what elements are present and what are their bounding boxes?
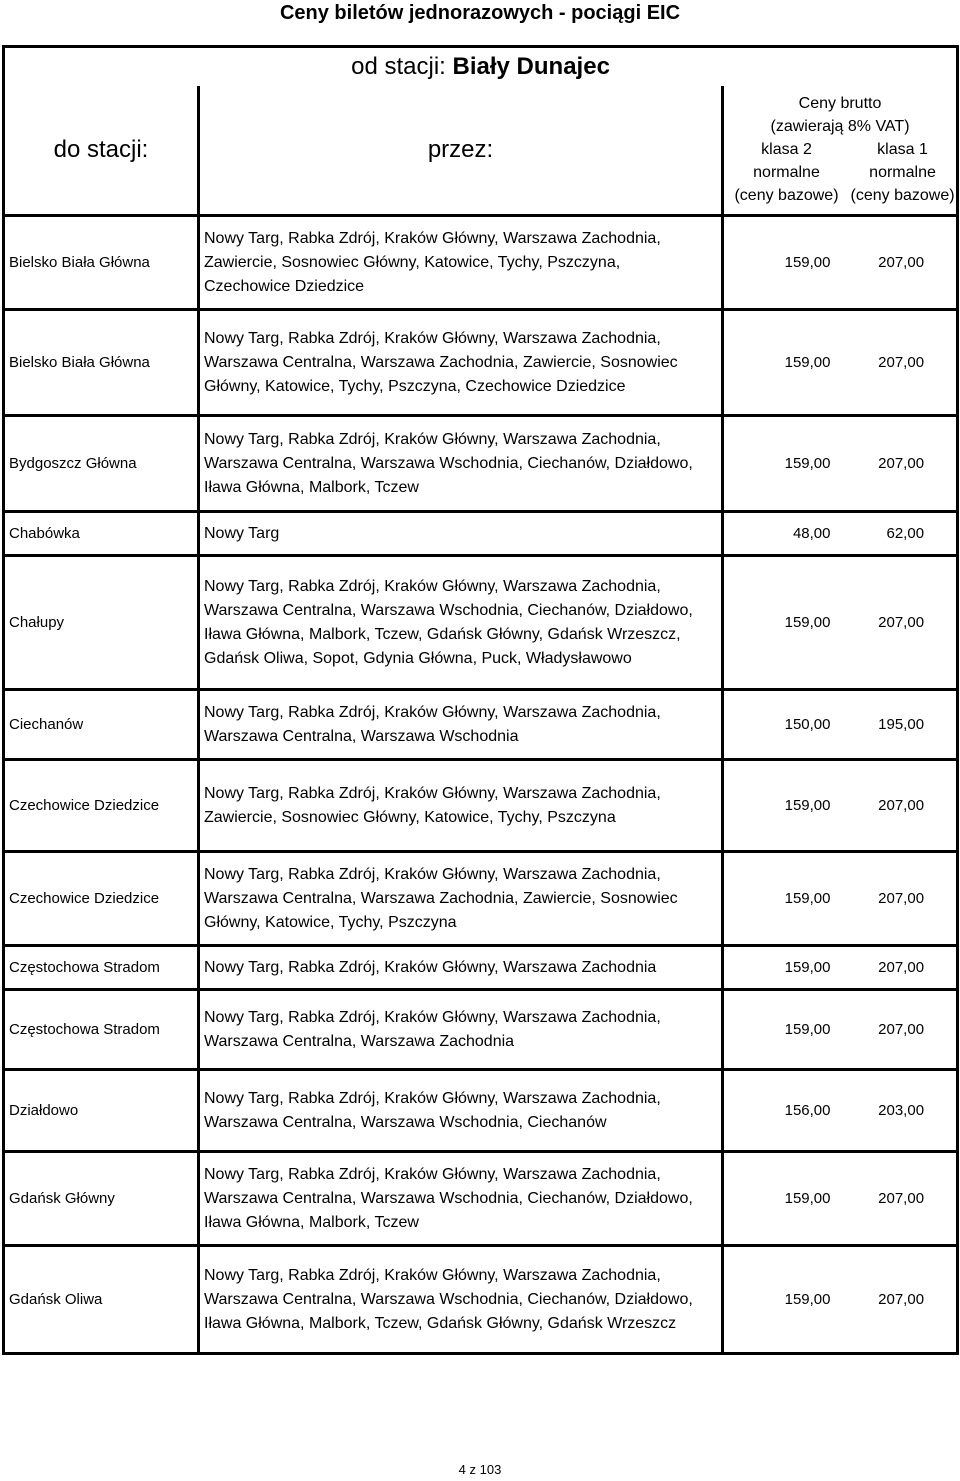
via-line: Czechowice Dziedzice	[204, 277, 365, 295]
destination-station: Bydgoszcz Główna	[4, 416, 199, 512]
via-stations	[199, 690, 723, 760]
to-station-header: do stacji:	[4, 86, 199, 216]
via-line: Nowy Targ, Rabka Zdrój, Kraków Główny, Warszawa Zachodnia,	[204, 1008, 661, 1026]
destination-station: Chałupy	[4, 556, 199, 690]
via-line: Zawiercie, Sosnowiec Główny, Katowice, Tychy, Pszczyna,	[204, 253, 621, 271]
page-title: Ceny biletów jednorazowych - pociągi EIC	[279, 2, 681, 24]
table-row	[4, 852, 958, 946]
price-class1: 195,00	[843, 690, 958, 760]
table-row	[4, 990, 958, 1070]
price-class2: 159,00	[723, 1246, 843, 1354]
via-line: Zawiercie, Sosnowiec Główny, Katowice, Tychy, Pszczyna	[204, 808, 616, 826]
page-indicator: 4 z 103	[458, 1462, 502, 1477]
via-line: Nowy Targ, Rabka Zdrój, Kraków Główny, Warszawa Zachodnia,	[204, 577, 661, 595]
price-class1: 207,00	[843, 946, 958, 990]
destination-station: Działdowo	[4, 1070, 199, 1152]
class1-fare-note: (ceny bazowe)	[850, 187, 955, 205]
via-line: Warszawa Centralna, Warszawa Wschodnia, Ciechanów, Działdowo,	[204, 1189, 693, 1207]
via-stations	[199, 216, 723, 310]
price-class1: 207,00	[843, 1246, 958, 1354]
via-line: Warszawa Centralna, Warszawa Zachodnia	[204, 1032, 515, 1050]
table-row	[4, 946, 958, 990]
class1-label: klasa 1	[877, 141, 928, 159]
via-header: przez:	[199, 86, 723, 216]
table-row	[4, 690, 958, 760]
via-line: Iława Główna, Malbork, Tczew	[204, 478, 419, 496]
price-class1: 62,00	[843, 512, 958, 556]
class2-fare-note: (ceny bazowe)	[734, 187, 839, 205]
table-row	[4, 512, 958, 556]
destination-station: Czechowice Dziedzice	[4, 852, 199, 946]
via-stations	[199, 1152, 723, 1246]
table-row	[4, 760, 958, 852]
via-line: Główny, Katowice, Tychy, Pszczyna, Czechowice Dziedzice	[204, 377, 626, 395]
via-line: Warszawa Centralna, Warszawa Wschodnia	[204, 727, 519, 745]
destination-station: Czechowice Dziedzice	[4, 760, 199, 852]
via-line: Nowy Targ, Rabka Zdrój, Kraków Główny, Warszawa Zachodnia,	[204, 1165, 661, 1183]
prices-header	[723, 86, 958, 216]
via-line: Nowy Targ, Rabka Zdrój, Kraków Główny, Warszawa Zachodnia	[204, 958, 657, 976]
via-line: Nowy Targ, Rabka Zdrój, Kraków Główny, Warszawa Zachodnia,	[204, 329, 661, 347]
from-station-row	[4, 47, 958, 86]
via-line: Nowy Targ	[204, 524, 280, 542]
price-class1: 207,00	[843, 760, 958, 852]
price-class1: 207,00	[843, 1152, 958, 1246]
price-class1: 207,00	[843, 990, 958, 1070]
price-class1: 207,00	[843, 852, 958, 946]
destination-station: Gdańsk Główny	[4, 1152, 199, 1246]
price-class1: 207,00	[843, 310, 958, 416]
price-class1: 207,00	[843, 416, 958, 512]
via-line: Nowy Targ, Rabka Zdrój, Kraków Główny, Warszawa Zachodnia,	[204, 1266, 661, 1284]
via-line: Nowy Targ, Rabka Zdrój, Kraków Główny, Warszawa Zachodnia,	[204, 784, 661, 802]
via-line: Nowy Targ, Rabka Zdrój, Kraków Główny, Warszawa Zachodnia,	[204, 1089, 661, 1107]
via-line: Nowy Targ, Rabka Zdrój, Kraków Główny, Warszawa Zachodnia,	[204, 865, 661, 883]
via-line: Warszawa Centralna, Warszawa Zachodnia, Zawiercie, Sosnowiec	[204, 353, 678, 371]
from-station-name: Biały Dunajec	[452, 52, 610, 80]
via-line: Iława Główna, Malbork, Tczew, Gdańsk Główny, Gdańsk Wrzeszcz,	[204, 625, 681, 643]
price-class2: 150,00	[723, 690, 843, 760]
column-header-row	[4, 86, 958, 216]
via-stations	[199, 946, 723, 990]
via-stations	[199, 760, 723, 852]
table-row	[4, 1152, 958, 1246]
price-class2: 48,00	[723, 512, 843, 556]
via-line: Iława Główna, Malbork, Tczew, Gdańsk Główny, Gdańsk Wrzeszcz	[204, 1314, 677, 1332]
table-row	[4, 1070, 958, 1152]
price-class2: 159,00	[723, 556, 843, 690]
price-class2: 159,00	[723, 852, 843, 946]
via-line: Nowy Targ, Rabka Zdrój, Kraków Główny, Warszawa Zachodnia,	[204, 229, 661, 247]
via-line: Warszawa Centralna, Warszawa Wschodnia, Ciechanów, Działdowo,	[204, 1290, 693, 1308]
from-label: od stacji:	[351, 52, 453, 80]
from-station-header	[4, 47, 958, 86]
price-class1: 207,00	[843, 556, 958, 690]
table-row	[4, 416, 958, 512]
table-row	[4, 556, 958, 690]
price-class2: 159,00	[723, 216, 843, 310]
via-line: Warszawa Centralna, Warszawa Wschodnia, Ciechanów, Działdowo,	[204, 454, 693, 472]
class1-fare-type: normalne	[869, 164, 936, 182]
via-stations	[199, 512, 723, 556]
via-stations	[199, 416, 723, 512]
table-row	[4, 310, 958, 416]
via-line: Warszawa Centralna, Warszawa Wschodnia, Ciechanów, Działdowo,	[204, 601, 693, 619]
table-row	[4, 216, 958, 310]
via-stations	[199, 1070, 723, 1152]
via-line: Warszawa Centralna, Warszawa Zachodnia, Zawiercie, Sosnowiec	[204, 889, 678, 907]
price-class2: 159,00	[723, 310, 843, 416]
class2-fare-type: normalne	[753, 164, 820, 182]
destination-station: Ciechanów	[4, 690, 199, 760]
via-line: Nowy Targ, Rabka Zdrój, Kraków Główny, Warszawa Zachodnia,	[204, 703, 661, 721]
via-line: Warszawa Centralna, Warszawa Wschodnia, Ciechanów	[204, 1113, 607, 1131]
via-line: Iława Główna, Malbork, Tczew	[204, 1213, 419, 1231]
table-row	[4, 1246, 958, 1354]
price-class2: 159,00	[723, 946, 843, 990]
price-class2: 156,00	[723, 1070, 843, 1152]
via-stations	[199, 990, 723, 1070]
prices-title: Ceny brutto	[798, 95, 882, 113]
price-class1: 203,00	[843, 1070, 958, 1152]
price-class2: 159,00	[723, 990, 843, 1070]
destination-station: Bielsko Biała Główna	[4, 310, 199, 416]
destination-station: Częstochowa Stradom	[4, 946, 199, 990]
via-line: Główny, Katowice, Tychy, Pszczyna	[204, 913, 457, 931]
destination-station: Chabówka	[4, 512, 199, 556]
via-stations	[199, 556, 723, 690]
class2-label: klasa 2	[761, 141, 812, 159]
price-class2: 159,00	[723, 416, 843, 512]
via-line: Gdańsk Oliwa, Sopot, Gdynia Główna, Puck, Władysławowo	[204, 649, 632, 667]
via-line: Nowy Targ, Rabka Zdrój, Kraków Główny, Warszawa Zachodnia,	[204, 430, 661, 448]
destination-station: Gdańsk Oliwa	[4, 1246, 199, 1354]
price-class2: 159,00	[723, 760, 843, 852]
destination-station: Bielsko Biała Główna	[4, 216, 199, 310]
price-class2: 159,00	[723, 1152, 843, 1246]
via-stations	[199, 310, 723, 416]
price-table	[2, 45, 959, 1355]
via-stations	[199, 852, 723, 946]
price-class1: 207,00	[843, 216, 958, 310]
destination-station: Częstochowa Stradom	[4, 990, 199, 1070]
vat-note: (zawierają 8% VAT)	[770, 118, 910, 136]
via-stations	[199, 1246, 723, 1354]
